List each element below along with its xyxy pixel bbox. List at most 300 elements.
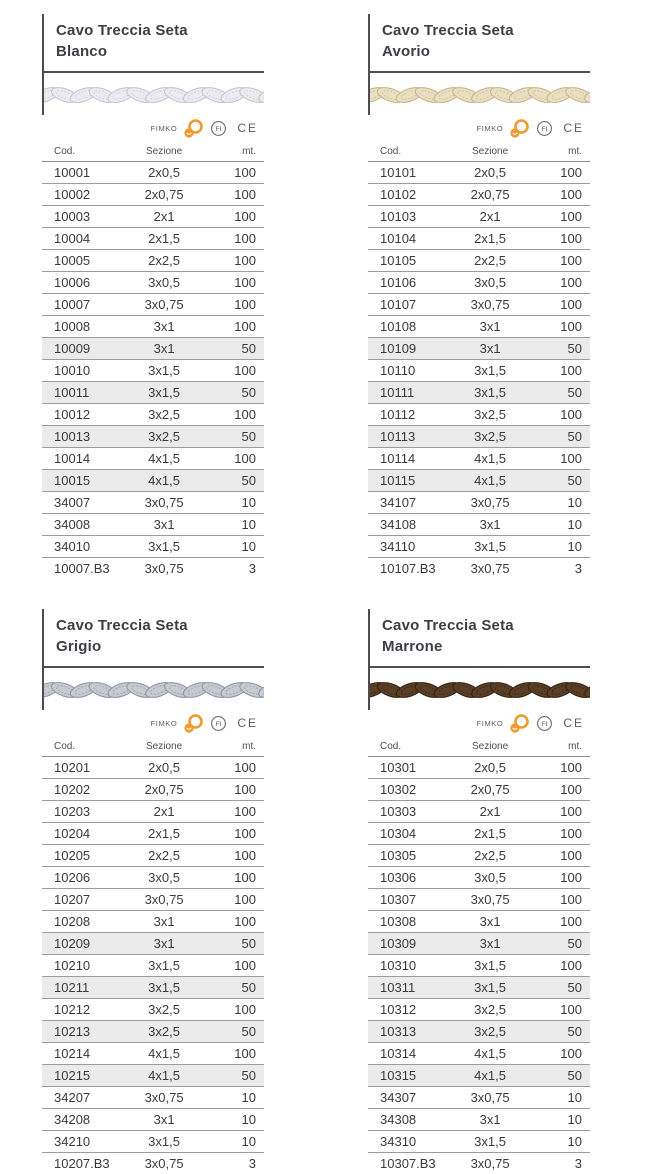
- table-row: [368, 1131, 590, 1153]
- cod-cell: 10013: [42, 426, 120, 448]
- cod-cell: 10012: [42, 404, 120, 426]
- cod-cell: 10001: [42, 162, 120, 184]
- mt-cell: 100: [208, 228, 264, 250]
- table-row: [42, 514, 264, 536]
- table-header-row: [368, 738, 590, 757]
- fi-mark-icon: [210, 120, 227, 137]
- table-row: [368, 558, 590, 580]
- fi-mark-icon: [536, 715, 553, 732]
- cod-cell: 10306: [368, 867, 446, 889]
- cod-cell: 10007: [42, 294, 120, 316]
- cod-cell: 10015: [42, 470, 120, 492]
- sezione-cell: 3x1: [446, 316, 535, 338]
- cod-cell: 10106: [368, 272, 446, 294]
- table-row: [42, 757, 264, 779]
- certification-row: [42, 712, 264, 734]
- mt-cell: 100: [534, 757, 590, 779]
- cod-cell: 10105: [368, 250, 446, 272]
- table-row: [368, 470, 590, 492]
- sezione-cell: 3x0,75: [446, 558, 535, 580]
- sezione-cell: 2x0,5: [446, 162, 535, 184]
- ce-mark: CE: [237, 716, 258, 730]
- table-row: [42, 911, 264, 933]
- sezione-cell: 4x1,5: [446, 470, 535, 492]
- title-cable-block: [42, 609, 264, 710]
- cod-cell: 34110: [368, 536, 446, 558]
- cod-cell: 34008: [42, 514, 120, 536]
- cod-cell: 10107.B3: [368, 558, 446, 580]
- mt-cell: 100: [208, 823, 264, 845]
- cod-cell: 10014: [42, 448, 120, 470]
- table-row: [42, 1021, 264, 1043]
- col-header-cod: Cod.: [42, 738, 120, 757]
- sezione-cell: 3x1: [120, 1109, 209, 1131]
- table-row: [368, 889, 590, 911]
- mt-cell: 50: [534, 1065, 590, 1087]
- sezione-cell: 2x1: [446, 206, 535, 228]
- product-title-block: [370, 14, 590, 73]
- table-row: [368, 1021, 590, 1043]
- fimko-label: FIMKO: [477, 124, 504, 133]
- sezione-cell: 2x1,5: [446, 823, 535, 845]
- table-row: [368, 250, 590, 272]
- mt-cell: 100: [534, 272, 590, 294]
- sezione-cell: 2x0,75: [446, 779, 535, 801]
- table-row: [42, 933, 264, 955]
- mt-cell: 100: [534, 955, 590, 977]
- sezione-cell: 3x2,5: [120, 426, 209, 448]
- mt-cell: 50: [208, 933, 264, 955]
- sezione-cell: 4x1,5: [446, 1043, 535, 1065]
- sezione-cell: 3x2,5: [120, 999, 209, 1021]
- mt-cell: 100: [208, 845, 264, 867]
- table-row: [368, 404, 590, 426]
- title-cable-block: [368, 609, 590, 710]
- table-row: [42, 1131, 264, 1153]
- sezione-cell: 2x2,5: [446, 250, 535, 272]
- sezione-cell: 3x1: [120, 338, 209, 360]
- mt-cell: 100: [208, 184, 264, 206]
- mt-cell: 100: [534, 206, 590, 228]
- col-header-mt: mt.: [534, 143, 590, 162]
- table-row: [368, 955, 590, 977]
- mt-cell: 100: [208, 404, 264, 426]
- sezione-cell: 4x1,5: [120, 1043, 209, 1065]
- table-row: [368, 845, 590, 867]
- mt-cell: 50: [208, 338, 264, 360]
- mt-cell: 100: [534, 228, 590, 250]
- sezione-cell: 3x2,5: [120, 1021, 209, 1043]
- mt-cell: 100: [534, 250, 590, 272]
- table-header-row: [368, 143, 590, 162]
- table-row: [42, 779, 264, 801]
- table-row: [368, 294, 590, 316]
- table-row: [368, 801, 590, 823]
- cod-cell: 10302: [368, 779, 446, 801]
- cod-cell: 10211: [42, 977, 120, 999]
- spec-table: [42, 738, 264, 1174]
- mt-cell: 50: [208, 426, 264, 448]
- mt-cell: 50: [208, 382, 264, 404]
- table-row: [42, 250, 264, 272]
- sezione-cell: 2x1: [446, 801, 535, 823]
- sezione-cell: 3x2,5: [446, 1021, 535, 1043]
- cod-cell: 34108: [368, 514, 446, 536]
- sezione-cell: 3x1: [446, 933, 535, 955]
- mt-cell: 50: [534, 1021, 590, 1043]
- spec-table: [368, 738, 590, 1174]
- product-variant: Avorio: [382, 41, 590, 62]
- table-row: [42, 448, 264, 470]
- sezione-cell: 4x1,5: [120, 448, 209, 470]
- cod-cell: 10103: [368, 206, 446, 228]
- mt-cell: 50: [534, 338, 590, 360]
- table-row: [368, 206, 590, 228]
- sezione-cell: 3x1,5: [446, 1131, 535, 1153]
- title-cable-block: [368, 14, 590, 115]
- fimko-label: FIMKO: [151, 124, 178, 133]
- cod-cell: 10005: [42, 250, 120, 272]
- mt-cell: 10: [208, 514, 264, 536]
- mt-cell: 10: [208, 492, 264, 514]
- sezione-cell: 3x0,75: [120, 1087, 209, 1109]
- mt-cell: 100: [208, 757, 264, 779]
- sezione-cell: 3x1,5: [446, 360, 535, 382]
- sezione-cell: 2x0,5: [120, 162, 209, 184]
- table-row: [42, 845, 264, 867]
- cod-cell: 10006: [42, 272, 120, 294]
- sezione-cell: 3x1,5: [120, 360, 209, 382]
- mt-cell: 100: [208, 448, 264, 470]
- mt-cell: 100: [208, 911, 264, 933]
- mt-cell: 50: [208, 1065, 264, 1087]
- sezione-cell: 2x1,5: [120, 823, 209, 845]
- table-row: [368, 316, 590, 338]
- mt-cell: 100: [534, 316, 590, 338]
- fi-mark-icon: [536, 120, 553, 137]
- cod-cell: 34310: [368, 1131, 446, 1153]
- mt-cell: 100: [534, 779, 590, 801]
- fimko-badge-icon: [508, 713, 531, 734]
- table-row: [42, 889, 264, 911]
- table-row: [368, 999, 590, 1021]
- mt-cell: 100: [534, 448, 590, 470]
- product-title-block: [44, 609, 264, 668]
- fimko-label: FIMKO: [477, 719, 504, 728]
- sezione-cell: 3x0,75: [120, 294, 209, 316]
- cod-cell: 10110: [368, 360, 446, 382]
- sezione-cell: 3x2,5: [446, 999, 535, 1021]
- mt-cell: 100: [208, 250, 264, 272]
- table-row: [368, 514, 590, 536]
- sezione-cell: 2x0,5: [120, 757, 209, 779]
- product-title: Cavo Treccia Seta: [56, 20, 264, 41]
- table-header-row: [42, 143, 264, 162]
- sezione-cell: 3x1,5: [446, 382, 535, 404]
- cod-cell: 10301: [368, 757, 446, 779]
- cod-cell: 10205: [42, 845, 120, 867]
- mt-cell: 100: [534, 867, 590, 889]
- mt-cell: 10: [208, 1131, 264, 1153]
- cod-cell: 10101: [368, 162, 446, 184]
- product-card-grigio: [42, 609, 264, 1174]
- sezione-cell: 3x1: [120, 514, 209, 536]
- table-row: [42, 1087, 264, 1109]
- col-header-sezione: Sezione: [446, 143, 535, 162]
- sezione-cell: 3x2,5: [446, 426, 535, 448]
- table-row: [42, 1153, 264, 1174]
- cable-image: [44, 73, 264, 115]
- table-row: [42, 382, 264, 404]
- cod-cell: 10308: [368, 911, 446, 933]
- table-row: [42, 272, 264, 294]
- sezione-cell: 3x0,75: [120, 558, 209, 580]
- table-row: [368, 162, 590, 184]
- cod-cell: 10202: [42, 779, 120, 801]
- cod-cell: 34307: [368, 1087, 446, 1109]
- cod-cell: 10209: [42, 933, 120, 955]
- sezione-cell: 3x0,5: [120, 867, 209, 889]
- table-row: [42, 206, 264, 228]
- mt-cell: 100: [208, 867, 264, 889]
- table-row: [368, 977, 590, 999]
- table-row: [42, 338, 264, 360]
- sezione-cell: 3x1: [446, 338, 535, 360]
- cod-cell: 34207: [42, 1087, 120, 1109]
- mt-cell: 10: [208, 1087, 264, 1109]
- mt-cell: 3: [534, 1153, 590, 1174]
- mt-cell: 10: [534, 1131, 590, 1153]
- mt-cell: 100: [534, 360, 590, 382]
- sezione-cell: 2x1: [120, 206, 209, 228]
- cod-cell: 10111: [368, 382, 446, 404]
- sezione-cell: 3x1: [120, 911, 209, 933]
- cod-cell: 10004: [42, 228, 120, 250]
- mt-cell: 100: [208, 316, 264, 338]
- table-row: [42, 558, 264, 580]
- ce-mark: CE: [237, 121, 258, 135]
- mt-cell: 50: [208, 470, 264, 492]
- table-row: [42, 316, 264, 338]
- product-title-block: [44, 14, 264, 73]
- table-row: [42, 294, 264, 316]
- sezione-cell: 3x1,5: [120, 382, 209, 404]
- cod-cell: 10115: [368, 470, 446, 492]
- cod-cell: 10313: [368, 1021, 446, 1043]
- cod-cell: 10002: [42, 184, 120, 206]
- sezione-cell: 2x2,5: [446, 845, 535, 867]
- mt-cell: 100: [534, 294, 590, 316]
- cod-cell: 10109: [368, 338, 446, 360]
- sezione-cell: 2x1,5: [120, 228, 209, 250]
- cod-cell: 10207.B3: [42, 1153, 120, 1174]
- mt-cell: 10: [534, 514, 590, 536]
- table-row: [42, 426, 264, 448]
- cod-cell: 10309: [368, 933, 446, 955]
- certification-row: [42, 117, 264, 139]
- col-header-sezione: Sezione: [120, 143, 209, 162]
- sezione-cell: 3x0,5: [120, 272, 209, 294]
- table-row: [42, 162, 264, 184]
- table-row: [368, 228, 590, 250]
- mt-cell: 3: [208, 558, 264, 580]
- mt-cell: 50: [534, 382, 590, 404]
- cod-cell: 10215: [42, 1065, 120, 1087]
- cod-cell: 10210: [42, 955, 120, 977]
- product-variant: Grigio: [56, 636, 264, 657]
- sezione-cell: 3x0,75: [446, 492, 535, 514]
- table-row: [42, 1043, 264, 1065]
- svg-text:FI: FI: [542, 125, 548, 132]
- spec-table: [42, 143, 264, 579]
- cod-cell: 34010: [42, 536, 120, 558]
- certification-row: [368, 712, 590, 734]
- braided-cable-illustration: [44, 80, 264, 110]
- product-title: Cavo Treccia Seta: [382, 20, 590, 41]
- sezione-cell: 3x1,5: [446, 536, 535, 558]
- mt-cell: 100: [534, 162, 590, 184]
- sezione-cell: 3x1,5: [120, 955, 209, 977]
- sezione-cell: 3x0,75: [120, 1153, 209, 1174]
- sezione-cell: 3x2,5: [120, 404, 209, 426]
- product-card-avorio: [368, 14, 590, 579]
- table-row: [42, 1109, 264, 1131]
- sezione-cell: 2x0,75: [120, 779, 209, 801]
- braided-cable-illustration: [44, 675, 264, 705]
- cod-cell: 10107: [368, 294, 446, 316]
- col-header-sezione: Sezione: [446, 738, 535, 757]
- sezione-cell: 3x0,5: [446, 867, 535, 889]
- mt-cell: 100: [534, 801, 590, 823]
- product-title: Cavo Treccia Seta: [382, 615, 590, 636]
- sezione-cell: 3x1: [446, 1109, 535, 1131]
- cod-cell: 34208: [42, 1109, 120, 1131]
- sezione-cell: 2x2,5: [120, 845, 209, 867]
- cod-cell: 10003: [42, 206, 120, 228]
- svg-text:FI: FI: [216, 720, 222, 727]
- mt-cell: 100: [208, 801, 264, 823]
- table-row: [42, 470, 264, 492]
- sezione-cell: 2x2,5: [120, 250, 209, 272]
- sezione-cell: 3x1,5: [120, 536, 209, 558]
- mt-cell: 100: [208, 999, 264, 1021]
- cod-cell: 10304: [368, 823, 446, 845]
- table-row: [368, 492, 590, 514]
- mt-cell: 10: [534, 492, 590, 514]
- cod-cell: 10009: [42, 338, 120, 360]
- cod-cell: 10007.B3: [42, 558, 120, 580]
- mt-cell: 3: [208, 1153, 264, 1174]
- sezione-cell: 4x1,5: [120, 470, 209, 492]
- product-card-marrone: [368, 609, 590, 1174]
- mt-cell: 100: [534, 999, 590, 1021]
- table-row: [368, 911, 590, 933]
- col-header-cod: Cod.: [368, 143, 446, 162]
- table-row: [42, 184, 264, 206]
- cod-cell: 10312: [368, 999, 446, 1021]
- mt-cell: 50: [208, 977, 264, 999]
- mt-cell: 100: [208, 889, 264, 911]
- product-title-block: [370, 609, 590, 668]
- cod-cell: 10008: [42, 316, 120, 338]
- table-row: [42, 955, 264, 977]
- cable-image: [370, 73, 590, 115]
- table-row: [368, 272, 590, 294]
- mt-cell: 100: [208, 162, 264, 184]
- mt-cell: 3: [534, 558, 590, 580]
- cod-cell: 10113: [368, 426, 446, 448]
- table-row: [368, 382, 590, 404]
- fimko-label: FIMKO: [151, 719, 178, 728]
- mt-cell: 100: [208, 272, 264, 294]
- title-cable-block: [42, 14, 264, 115]
- sezione-cell: 3x1,5: [120, 977, 209, 999]
- fi-mark-icon: [210, 715, 227, 732]
- sezione-cell: 4x1,5: [446, 448, 535, 470]
- mt-cell: 10: [534, 536, 590, 558]
- cod-cell: 10307.B3: [368, 1153, 446, 1174]
- cod-cell: 10203: [42, 801, 120, 823]
- table-row: [368, 426, 590, 448]
- mt-cell: 50: [534, 426, 590, 448]
- braided-cable-illustration: [370, 675, 590, 705]
- sezione-cell: 3x0,75: [446, 294, 535, 316]
- product-variant: Blanco: [56, 41, 264, 62]
- sezione-cell: 2x1,5: [446, 228, 535, 250]
- fimko-badge-icon: [182, 118, 205, 139]
- svg-text:FI: FI: [542, 720, 548, 727]
- mt-cell: 50: [534, 977, 590, 999]
- cod-cell: 34107: [368, 492, 446, 514]
- table-row: [368, 448, 590, 470]
- table-row: [42, 536, 264, 558]
- cod-cell: 10212: [42, 999, 120, 1021]
- cod-cell: 10214: [42, 1043, 120, 1065]
- table-row: [368, 338, 590, 360]
- mt-cell: 100: [208, 1043, 264, 1065]
- sezione-cell: 2x0,75: [120, 184, 209, 206]
- table-row: [368, 1087, 590, 1109]
- cod-cell: 34308: [368, 1109, 446, 1131]
- mt-cell: 100: [534, 1043, 590, 1065]
- cod-cell: 10108: [368, 316, 446, 338]
- sezione-cell: 3x1,5: [446, 977, 535, 999]
- fimko-badge-icon: [182, 713, 205, 734]
- col-header-mt: mt.: [534, 738, 590, 757]
- table-row: [368, 757, 590, 779]
- mt-cell: 100: [208, 779, 264, 801]
- svg-text:FI: FI: [216, 125, 222, 132]
- sezione-cell: 3x0,75: [446, 1087, 535, 1109]
- mt-cell: 100: [534, 889, 590, 911]
- table-row: [42, 360, 264, 382]
- mt-cell: 100: [208, 294, 264, 316]
- table-row: [368, 779, 590, 801]
- cable-image: [370, 668, 590, 710]
- fimko-badge-icon: [508, 118, 531, 139]
- certification-row: [368, 117, 590, 139]
- cod-cell: 10305: [368, 845, 446, 867]
- table-row: [368, 1153, 590, 1174]
- col-header-mt: mt.: [208, 738, 264, 757]
- table-row: [368, 536, 590, 558]
- mt-cell: 100: [534, 845, 590, 867]
- braided-cable-illustration: [370, 80, 590, 110]
- table-row: [42, 977, 264, 999]
- sezione-cell: 3x1,5: [120, 1131, 209, 1153]
- cod-cell: 10112: [368, 404, 446, 426]
- col-header-cod: Cod.: [368, 738, 446, 757]
